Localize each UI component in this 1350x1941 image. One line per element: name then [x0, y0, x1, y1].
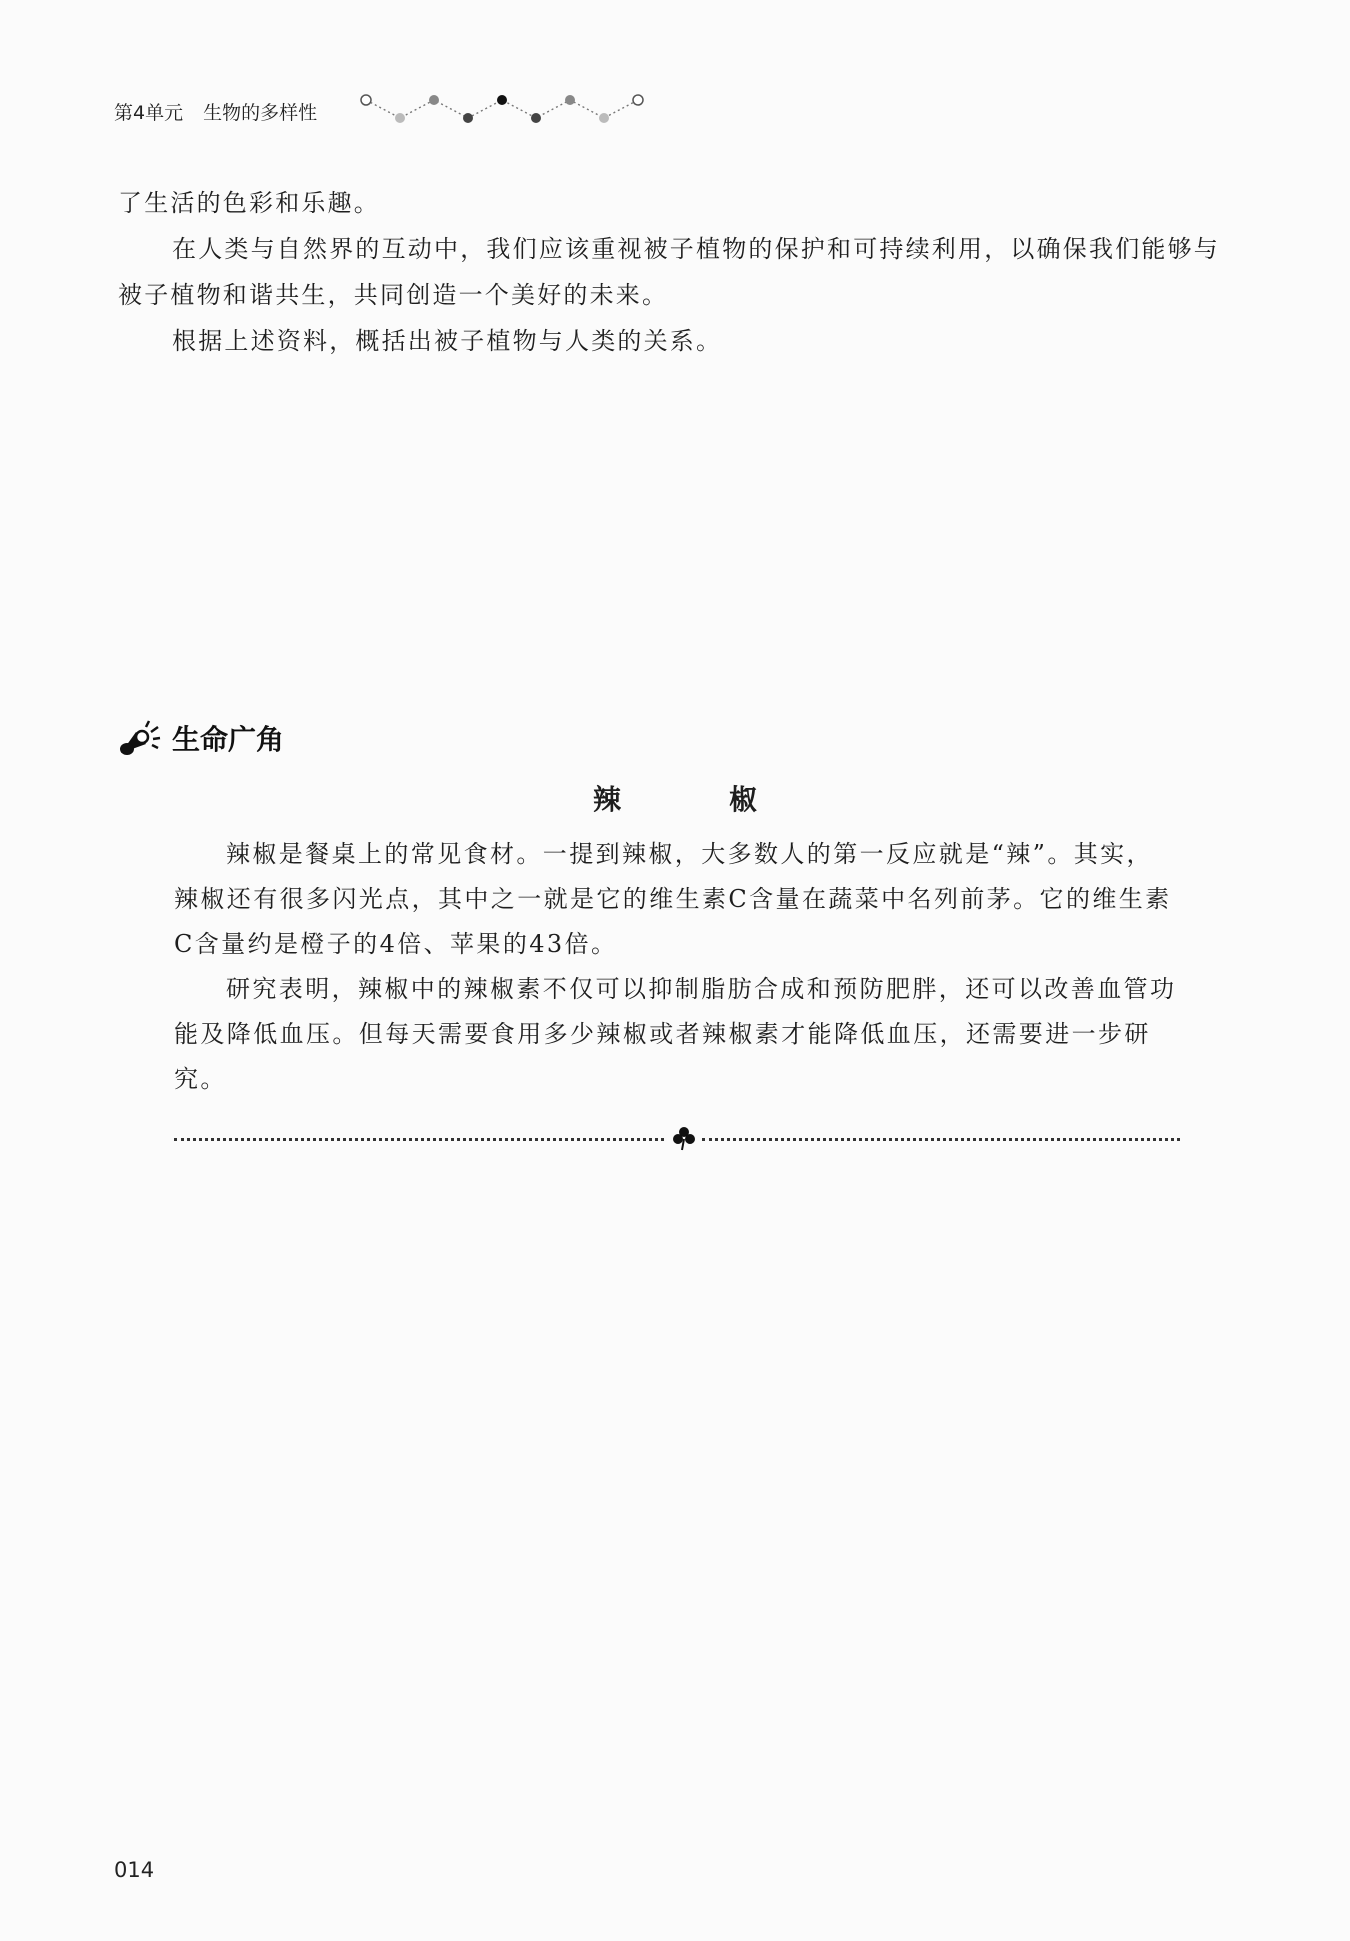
paragraph: 在人类与自然界的互动中，我们应该重视被子植物的保护和可持续利用，以确保我们能够与被子植物和谐共生，共同创造一个美好的未来。: [118, 235, 1220, 309]
divider-left: [174, 1138, 664, 1141]
page-number: 014: [114, 1858, 155, 1882]
paragraph: 根据上述资料，概括出被子植物与人类的关系。: [172, 327, 723, 355]
unit-label: 第4单元: [114, 101, 184, 124]
article-title: 辣 椒: [592, 783, 797, 816]
divider-right: [702, 1138, 1180, 1141]
dotted-divider: [174, 1126, 1180, 1152]
megaphone-icon: [118, 718, 162, 758]
bead-chain-decoration: [360, 88, 650, 128]
paragraph: 研究表明，辣椒中的辣椒素不仅可以抑制脂肪合成和预防肥胖，还可以改善血管功能及降低血压。但每天需要食用多少辣椒或者辣椒素才能降低血压，还需要进一步研究。: [174, 975, 1177, 1093]
paragraph: 了生活的色彩和乐趣。: [118, 189, 380, 217]
article-body: [174, 832, 1179, 1102]
running-head: [114, 96, 317, 126]
section-title: 生命广角: [172, 723, 285, 756]
main-text: [118, 180, 1238, 364]
paragraph: 辣椒是餐桌上的常见食材。一提到辣椒，大多数人的第一反应就是“辣”。其实，辣椒还有很多闪光点，其中之一就是它的维生素C含量在蔬菜中名列前茅。它的维生素C含量约是橙子的4倍、苹果的43倍。: [174, 840, 1172, 958]
unit-title: 生物的多样性: [203, 101, 318, 124]
section-heading: [118, 718, 284, 758]
clover-icon: [670, 1126, 698, 1152]
